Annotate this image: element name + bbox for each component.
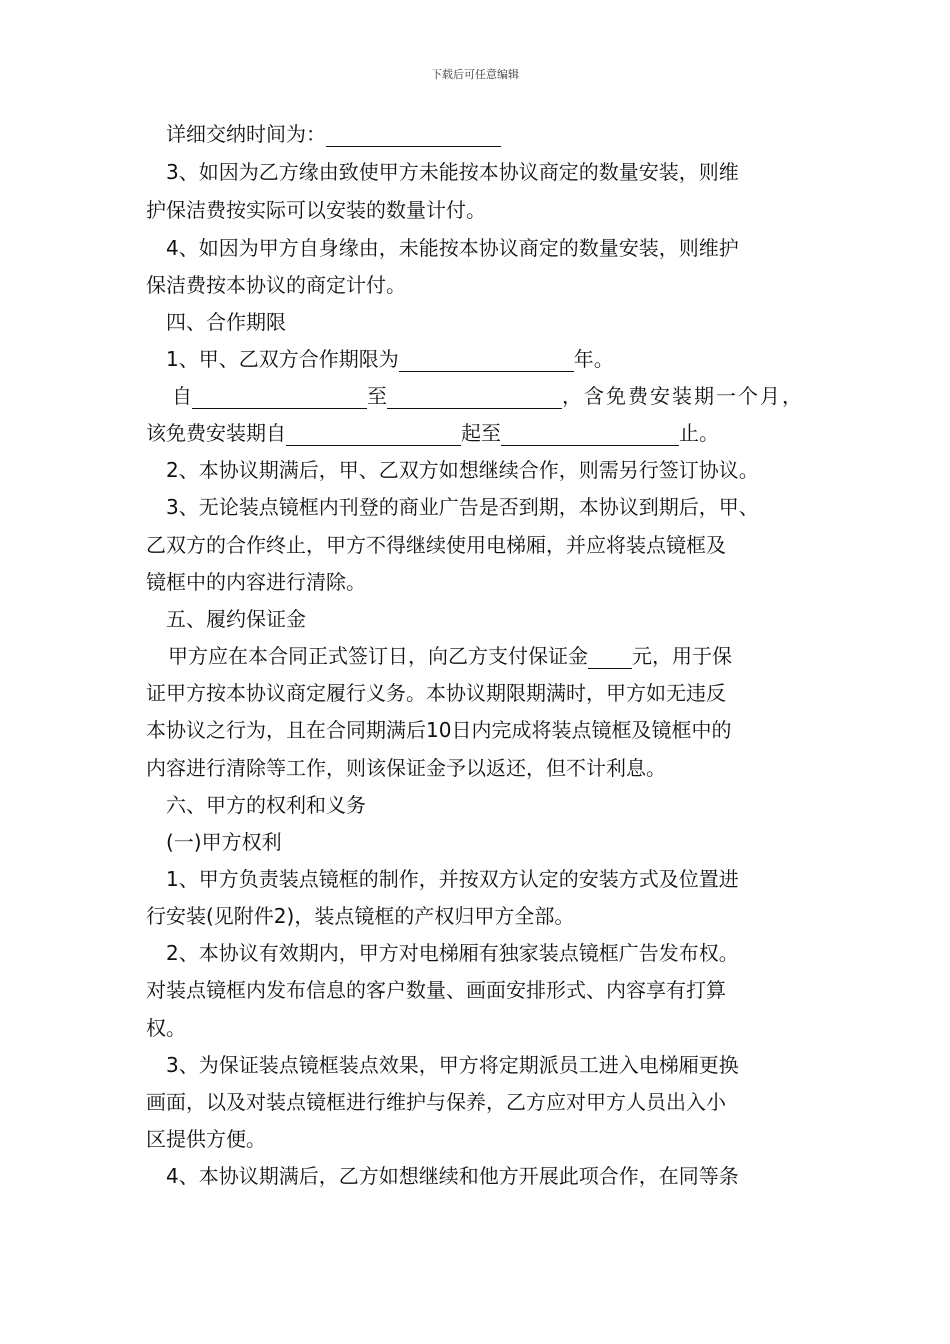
paragraph-line: 行安装(见附件2)，装点镜框的产权归甲方全部。 — [146, 904, 575, 928]
paragraph-line: 2、本协议期满后，甲、乙双方如想继续合作，则需另行签订协议。 — [166, 458, 759, 482]
term-duration-line — [166, 346, 614, 372]
line-text: 止。 — [679, 421, 719, 445]
blank-field[interactable] — [286, 424, 461, 446]
paragraph-line: 3、如因为乙方缘由致使甲方未能按本协议商定的数量安装，则维 — [166, 160, 739, 184]
line-text: 1、甲、乙双方合作期限为 — [166, 347, 399, 371]
paragraph-line: 本协议之行为，且在合同期满后10日内完成将装点镜框及镜框中的 — [146, 718, 732, 742]
line-text: 甲方应在本合同正式签订日，向乙方支付保证金 — [168, 644, 588, 668]
blank-field[interactable] — [399, 350, 574, 372]
paragraph-line: 区提供方便。 — [146, 1127, 266, 1151]
paragraph-line: 1、甲方负责装点镜框的制作，并按双方认定的安装方式及位置进 — [166, 867, 739, 891]
paragraph-line: 4、本协议期满后，乙方如想继续和他方开展此项合作，在同等条 — [166, 1164, 739, 1188]
paragraph-line: 权。 — [146, 1016, 186, 1040]
paragraph-line: 2、本协议有效期内，甲方对电梯厢有独家装点镜框广告发布权。 — [166, 941, 739, 965]
paragraph-line: 镜框中的内容进行清除。 — [146, 570, 366, 594]
line-text: 至 — [367, 384, 387, 408]
line-text: ，含免费安装期一个月， — [562, 384, 804, 408]
line-text: 自 — [172, 384, 192, 408]
paragraph-line: 3、为保证装点镜框装点效果，甲方将定期派员工进入电梯厢更换 — [166, 1053, 739, 1077]
paragraph-line: 3、无论装点镜框内刊登的商业广告是否到期，本协议到期后，甲、 — [166, 495, 759, 519]
payment-time-line — [166, 121, 501, 147]
line-text: 元，用于保 — [632, 644, 732, 668]
term-period-line — [172, 383, 804, 409]
blank-field[interactable] — [192, 387, 367, 409]
paragraph-line: 护保洁费按实际可以安装的数量计付。 — [146, 198, 486, 222]
subsection-heading: (一)甲方权利 — [166, 830, 282, 854]
blank-field[interactable] — [387, 387, 562, 409]
blank-field[interactable] — [588, 647, 632, 669]
deposit-line — [168, 643, 732, 669]
blank-field[interactable] — [326, 125, 501, 147]
paragraph-line: 画面，以及对装点镜框进行维护与保养，乙方应对甲方人员出入小 — [146, 1090, 726, 1114]
section-heading: 五、履约保证金 — [166, 607, 306, 631]
paragraph-line: 对装点镜框内发布信息的客户数量、画面安排形式、内容享有打算 — [146, 978, 726, 1002]
paragraph-line: 证甲方按本协议商定履行义务。本协议期限期满时，甲方如无违反 — [146, 681, 726, 705]
free-period-line — [146, 420, 719, 446]
line-text: 年。 — [573, 347, 614, 371]
paragraph-line: 乙双方的合作终止，甲方不得继续使用电梯厢，并应将装点镜框及 — [146, 533, 726, 557]
paragraph-line: 4、如因为甲方自身缘由，未能按本协议商定的数量安装，则维护 — [166, 236, 739, 260]
line-text: 该免费安装期自 — [146, 421, 286, 445]
paragraph-line: 保洁费按本协议的商定计付。 — [146, 273, 406, 297]
page-header: 下载后可任意编辑 — [431, 68, 519, 81]
line-text: 详细交纳时间为： — [166, 122, 326, 146]
section-heading: 六、甲方的权利和义务 — [166, 793, 366, 817]
paragraph-line: 内容进行清除等工作，则该保证金予以返还，但不计利息。 — [146, 756, 666, 780]
line-text: 起至 — [461, 421, 501, 445]
blank-field[interactable] — [501, 424, 679, 446]
section-heading: 四、合作期限 — [166, 310, 286, 334]
